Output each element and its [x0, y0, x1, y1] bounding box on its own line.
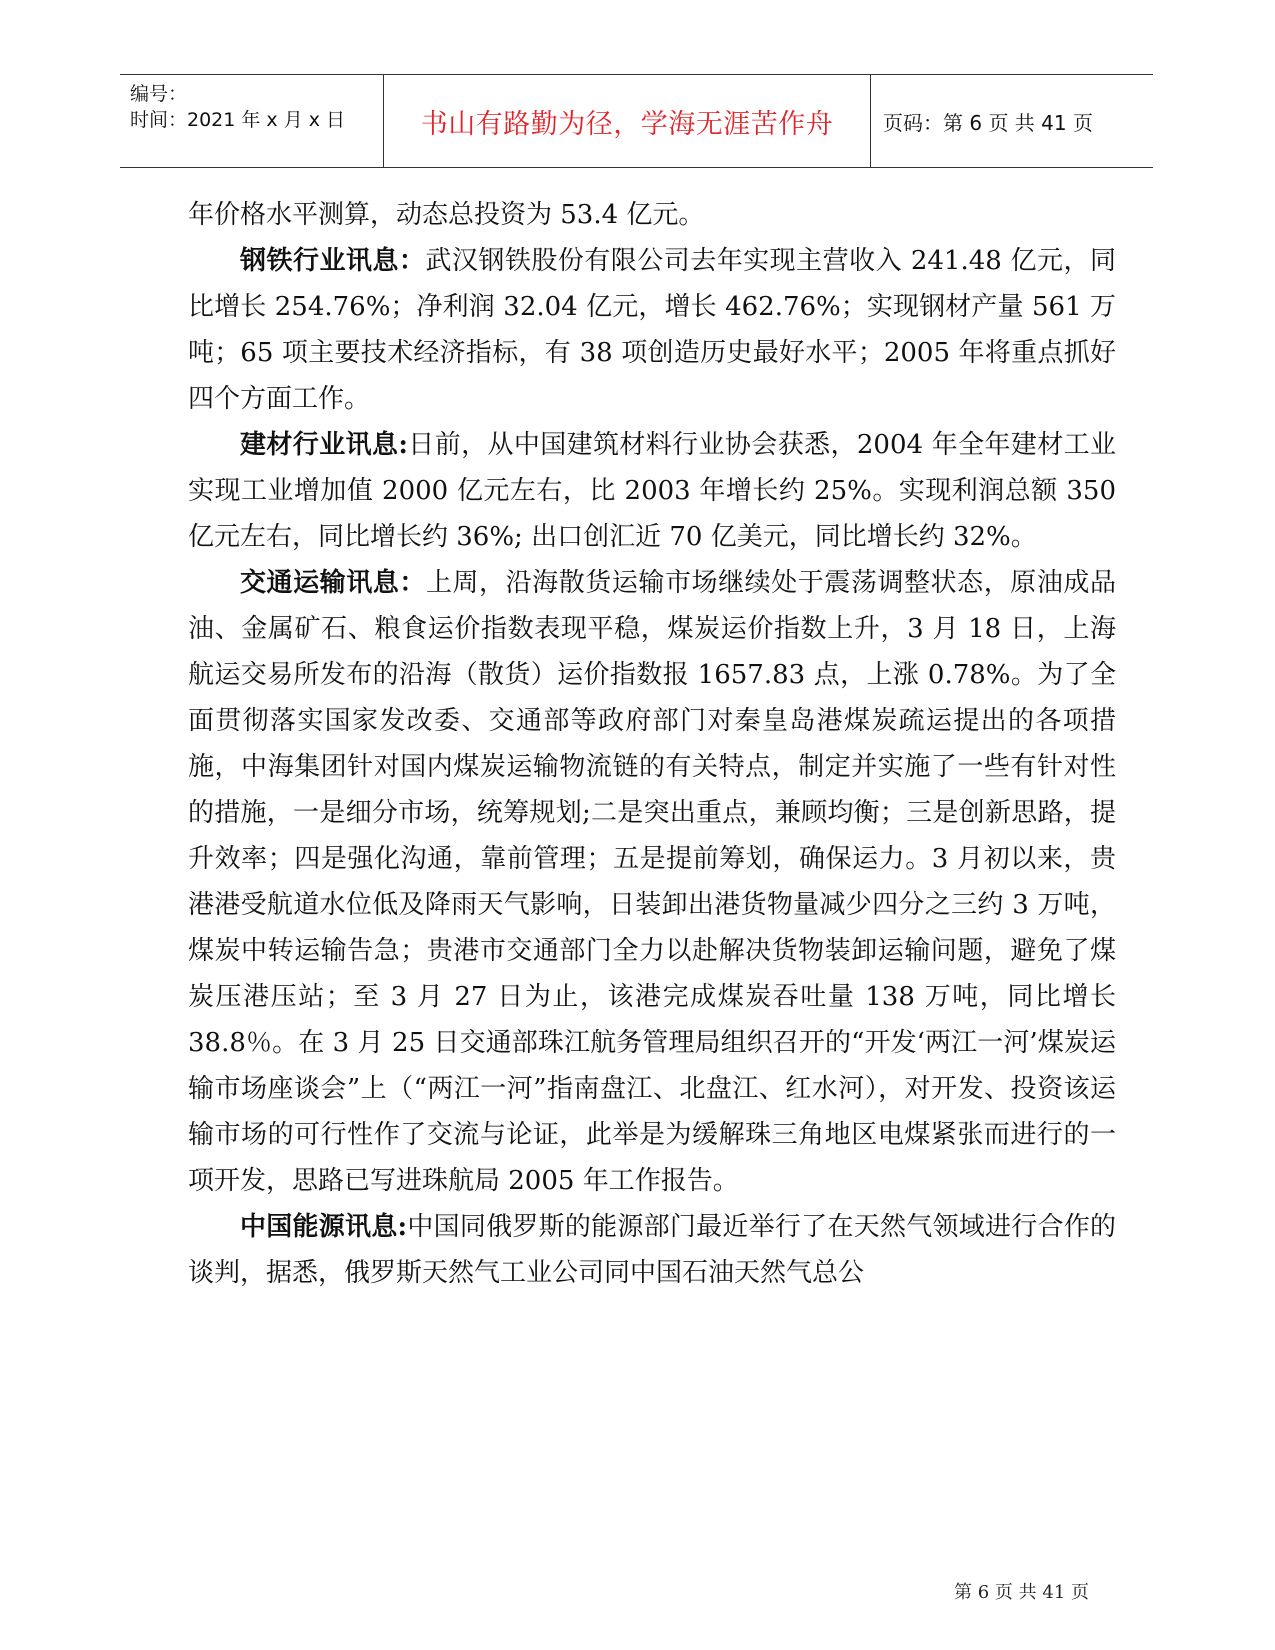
paragraph-building-materials	[188, 422, 1116, 560]
paragraph-energy	[188, 1204, 1116, 1296]
page-footer: 第 6 页 共 41 页	[954, 1582, 1089, 1603]
paragraph-lead-transport: 交通运输讯息：	[240, 568, 426, 598]
paragraph-text-energy: 中国同俄罗斯的能源部门最近举行了在天然气领域进行合作的谈判，据悉，俄罗斯天然气工业公司同中国石油天然气总公	[188, 1212, 1116, 1288]
document-body	[188, 192, 1116, 1296]
paragraph-text-steel: 武汉钢铁股份有限公司去年实现主营收入 241.48 亿元，同比增长 254.76%；净利润 32.04 亿元，增长 462.76%；实现钢材产量 561 万吨；65 项主要技术经济指标，有 38 项创造历史最好水平；2005 年将重点抓好四个方面工作。	[188, 246, 1116, 414]
paragraph-steel	[188, 238, 1116, 422]
header-page-label: 页码：第 6 页 共 41 页	[883, 110, 1093, 135]
paragraph-lead-steel: 钢铁行业讯息：	[240, 246, 426, 276]
paragraph-text-transport: 上周，沿海散货运输市场继续处于震荡调整状态，原油成品油、金属矿石、粮食运价指数表现平稳，煤炭运价指数上升，3 月 18 日，上海航运交易所发布的沿海（散货）运价指数报 1657.83 点，上涨 0.78%。为了全面贯彻落实国家发改委、交通部等政府部门对秦皇岛港煤炭疏运提出的各项措施，中海集团针对国内煤炭运输物流链的有关特点，制定并实施了一些有针对性的措施，一是细分市场，统筹规划;二是突出重点，兼顾均衡；三是创新思路，提升效率；四是强化沟通，靠前管理；五是提前筹划，确保运力。3 月初以来，贵港港受航道水位低及降雨天气影响，日装卸出港货物量减少四分之三约 3 万吨，煤炭中转运输告急；贵港市交通部门全力以赴解决货物装卸运输问题，避免了煤炭压港压站；至 3 月 27 日为止，该港完成煤炭吞吐量 138 万吨，同比增长 38.8％。在 3 月 25 日交通部珠江航务管理局组织召开的“开发‘两江一河’煤炭运输市场座谈会”上（“两江一河”指南盘江、北盘江、红水河），对开发、投资该运输市场的可行性作了交流与论证，此举是为缓解珠三角地区电煤紧张而进行的一项开发，思路已写进珠航局 2005 年工作报告。	[188, 568, 1116, 1196]
document-number-label: 编号：	[130, 83, 188, 105]
header-meta	[120, 75, 384, 167]
document-time-label: 时间：2021 年 x 月 x 日	[130, 109, 346, 131]
paragraph-lead-energy: 中国能源讯息:	[240, 1212, 408, 1242]
paragraph-text-building-materials: 日前，从中国建筑材料行业协会获悉，2004 年全年建材工业实现工业增加值 2000 亿元左右，比 2003 年增长约 25%。实现利润总额 350 亿元左右，同比增长约 36%; 出口创汇近 70 亿美元，同比增长约 32%。	[188, 430, 1116, 552]
paragraph-continuation: 年价格水平测算，动态总投资为 53.4 亿元。	[188, 200, 705, 230]
paragraph-lead-building-materials: 建材行业讯息:	[240, 430, 408, 460]
paragraph-transport	[188, 560, 1116, 1204]
header-motto: 书山有路勤为径，学海无涯苦作舟	[384, 75, 871, 167]
page-header	[120, 74, 1153, 168]
